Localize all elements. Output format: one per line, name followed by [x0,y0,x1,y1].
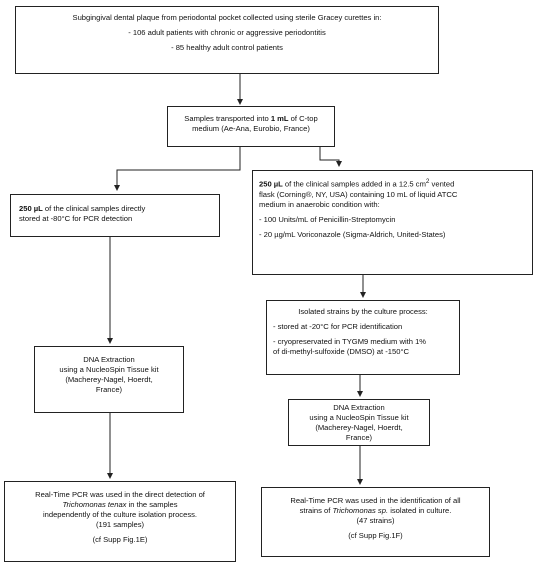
isolated-line-2: - stored at -20°C for PCR identification [273,322,403,332]
culture-line-4: - 100 Units/mL of Penicillin-Streptomycin [259,214,396,224]
pcr-right-line-4: (cf Supp Fig.1F) [348,531,403,541]
isolated-line-3: - cryopreservated in TYGM9 medium with 1% [273,337,427,347]
pcr-left-box [4,481,236,562]
pcr-left-line-2: Trichomonas tenax in the samples [62,500,178,510]
arrow-transport-to-direct-store [117,147,240,190]
pcr-left-line-5: (cf Supp Fig.1E) [92,535,148,545]
transport-line-1: Samples transported into 1 mL of C-top [184,114,318,123]
dna-right-line-3: (Macherey-Nagel, Hoerdt, [315,423,403,433]
dna-left-line-1: DNA Extraction [83,355,135,364]
pcr-right-line-3: (47 strains) [356,516,395,526]
pcr-left-line-4: (191 samples) [95,520,145,530]
dna-left-line-2: using a NucleoSpin Tissue kit [59,365,159,375]
dna-right-line-4: France) [345,433,373,443]
pcr-right-box [261,487,490,557]
culture-line-1: 250 µL of the clinical samples added in a 12.5 $cm^2$ vented [259,178,455,189]
dna-right-line-1: DNA Extraction [333,403,385,412]
collection-line-2: - 106 adult patients with chronic or aggressive periodontitis [128,28,326,38]
collection-line-3: - 85 healthy adult control patients [171,43,283,53]
direct-store-line-1: 250 µL of the clinical samples directly [19,204,146,213]
collection-line-1: Subgingival dental plaque from periodontal pocket collected using sterile Gracey curettes in: [72,13,382,22]
dna-left-box [34,346,184,413]
dna-right-line-2: using a NucleoSpin Tissue kit [309,413,409,423]
transport-box [167,106,335,147]
isolated-box [266,300,460,375]
dna-left-line-3: (Macherey-Nagel, Hoerdt, [65,375,153,385]
pcr-right-line-1: Real-Time PCR was used in the identification of all [290,496,461,505]
culture-line-2: flask (Corning®, NY, USA) containing 10 mL of liquid ATCC [259,189,458,199]
dna-left-line-4: France) [95,385,123,395]
pcr-left-line-1: Real-Time PCR was used in the direct detection of [35,490,205,499]
arrow-transport-to-culture [320,147,339,166]
isolated-line-4: of di-methyl-sulfoxide (DMSO) at -150°C [273,347,409,357]
isolated-line-1: Isolated strains by the culture process: [298,307,428,316]
collection-box [15,6,439,74]
direct-store-box [10,194,220,237]
culture-line-3: medium in anaerobic condition with: [259,199,380,209]
pcr-right-line-2: strains of Trichomonas sp. isolated in culture. [299,506,452,516]
pcr-left-line-3: independently of the culture isolation process. [42,510,198,520]
direct-store-line-2: stored at -80°C for PCR detection [19,214,133,224]
culture-line-5: - 20 µg/mL Voriconazole (Sigma-Aldrich, United-States) [259,229,446,239]
dna-right-box [288,399,430,446]
culture-box [252,170,533,275]
transport-line-2: medium (Ae-Ana, Eurobio, France) [192,124,310,134]
